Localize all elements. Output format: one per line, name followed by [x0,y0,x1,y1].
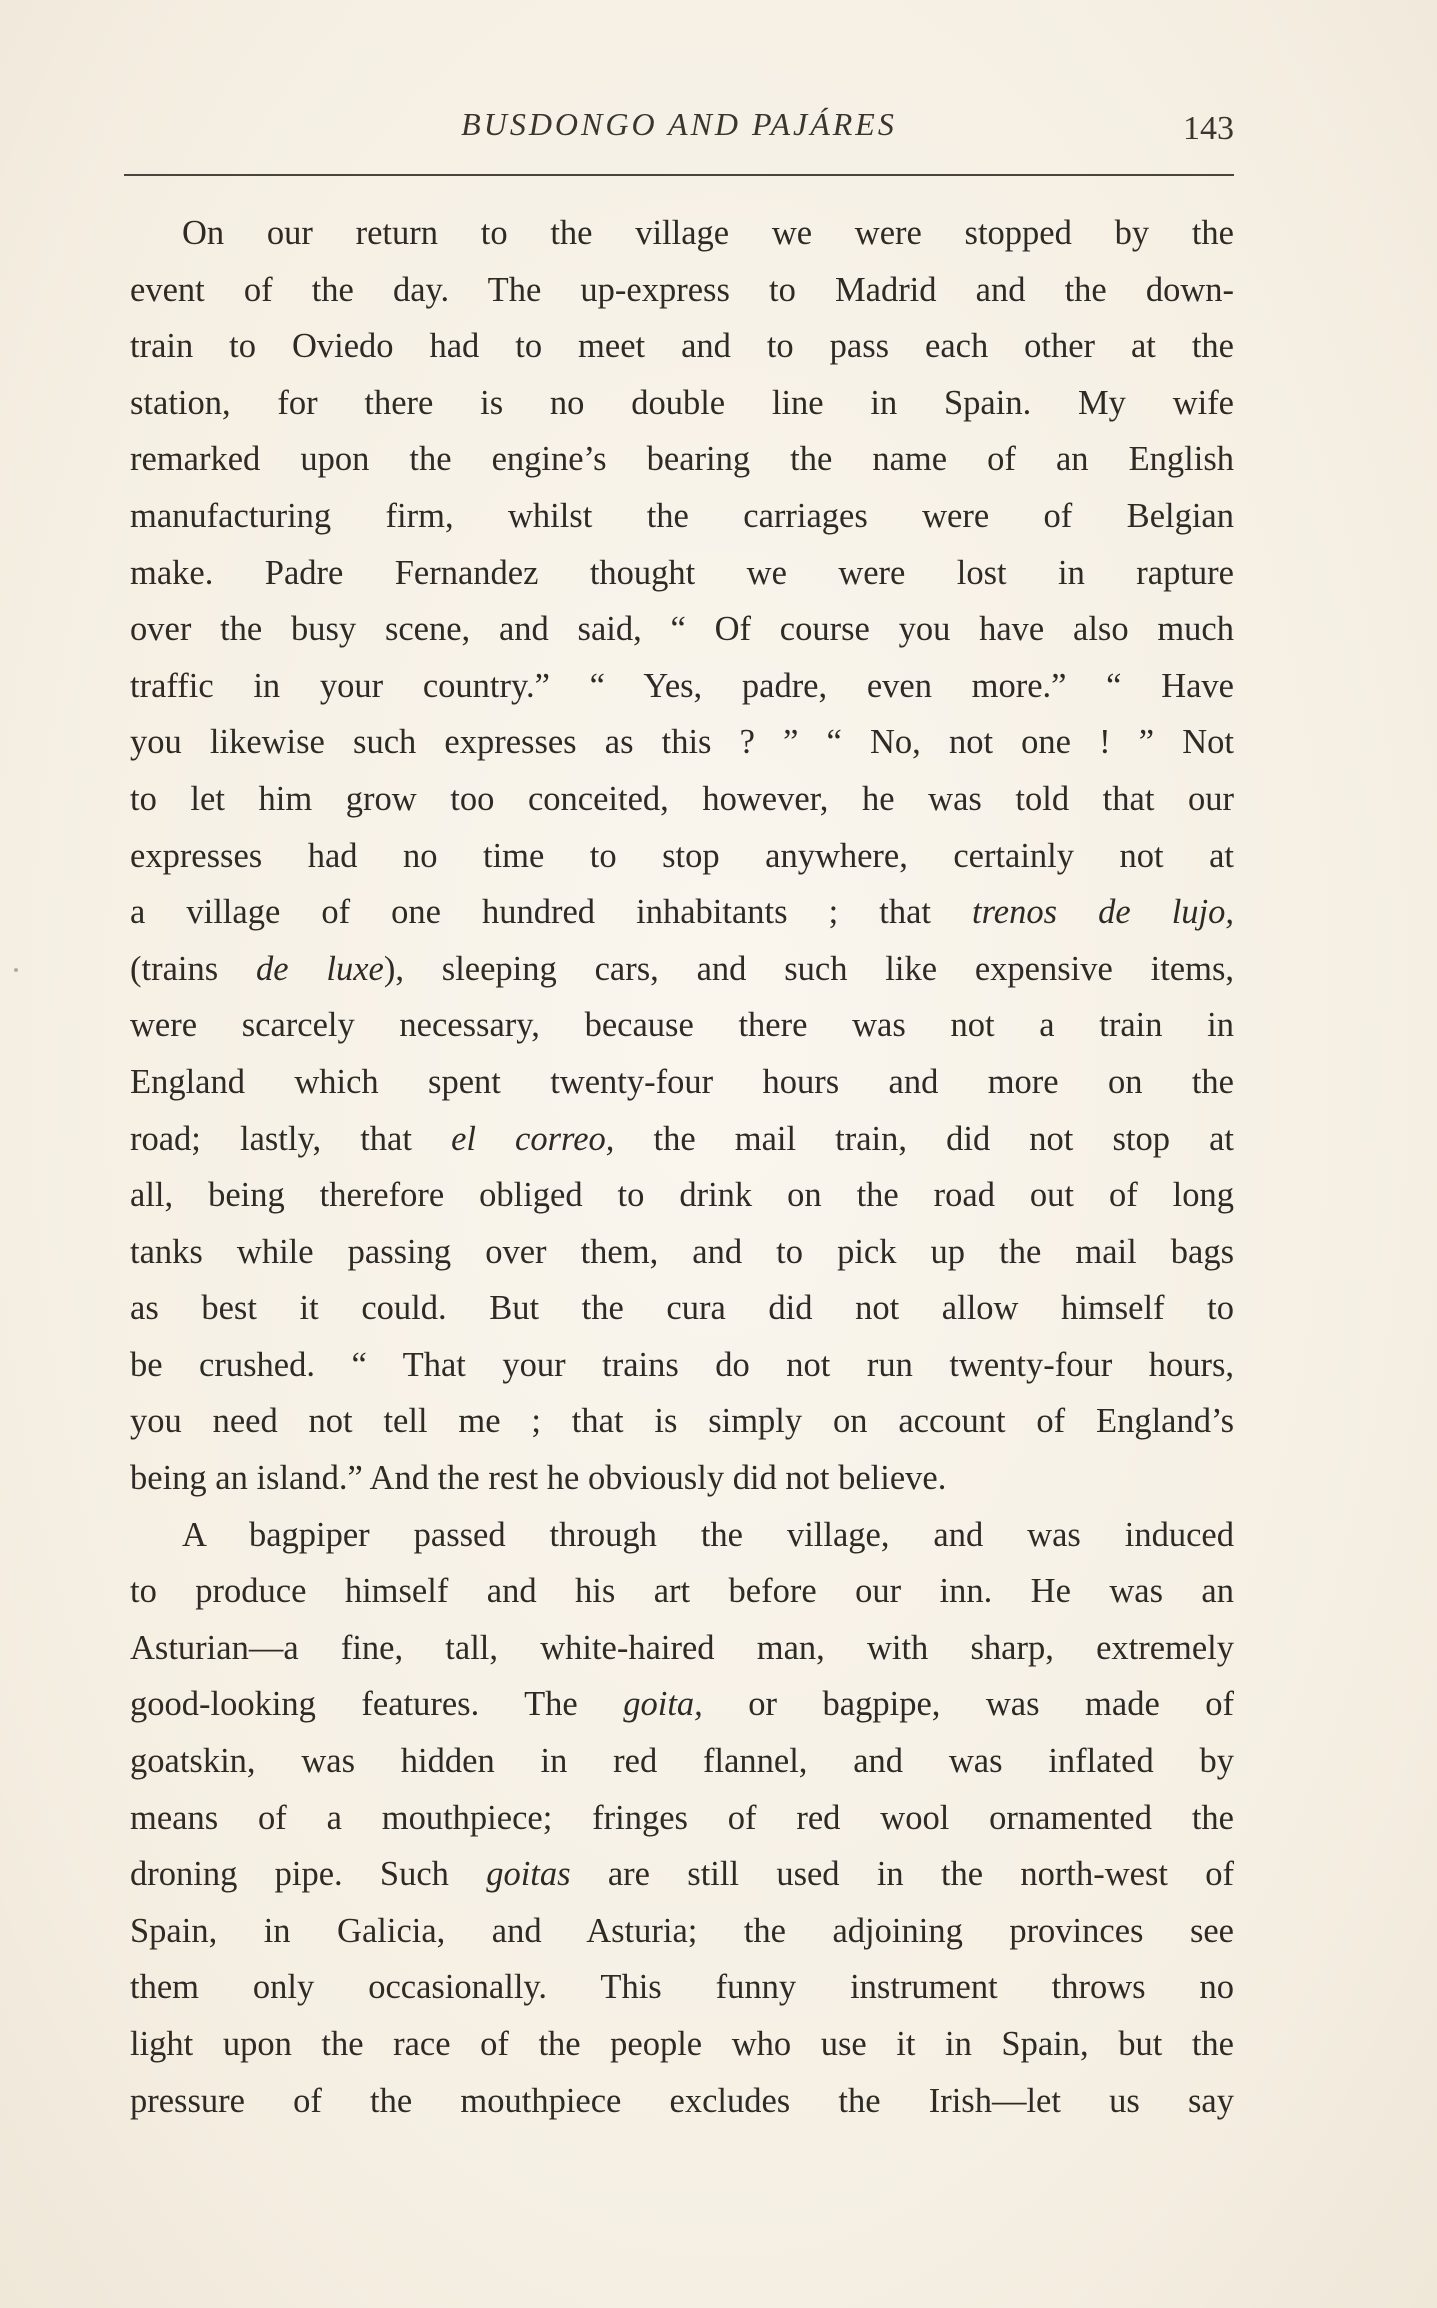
text-line [130,1733,1234,1790]
text-line [130,262,1234,319]
text-line [130,1450,1234,1507]
text-run: the mail train, did not stop at [614,1119,1234,1158]
text-line [130,488,1234,545]
text-run: England which spent twenty-four hours and more on the [130,1062,1234,1101]
text-line [130,828,1234,885]
italic-text: de luxe [255,949,384,988]
text-line [130,2016,1234,2073]
text-run: or bagpipe, was made of [702,1685,1234,1724]
text-line [130,1393,1234,1450]
text-line [130,1280,1234,1337]
header-rule [124,174,1234,176]
text-line [130,2073,1234,2130]
text-line [130,601,1234,658]
text-line [130,431,1234,488]
text-line [130,375,1234,432]
text-line [130,318,1234,375]
text-run: road; lastly, that [130,1119,452,1158]
italic-text: goita, [623,1685,703,1724]
text-line [130,205,1234,262]
text-line [130,1054,1234,1111]
text-line [130,714,1234,771]
text-run: ), sleeping cars, and such like expensive items, [383,949,1234,988]
italic-text: el correo, [451,1119,615,1158]
text-run: droning pipe. Such [130,1855,487,1894]
text-run: are still used in the north-west of [570,1855,1234,1894]
text-run: you likewise such expresses as this ? ” “ No, not one ! ” Not [130,723,1234,762]
text-run: tanks while passing over them, and to pick up the mail bags [130,1232,1234,1271]
text-run: manufacturing firm, whilst the carriages were of Belgian [130,496,1234,535]
text-line [130,1620,1234,1677]
text-run: being an island.” And the rest he obviously did not believe. [130,1459,947,1498]
text-run: traffic in your country.” “ Yes, padre, even more.” “ Have [130,666,1234,705]
page-number: 143 [1183,110,1234,147]
text-line [130,1959,1234,2016]
text-run: A bagpiper passed through the village, and was induced [182,1515,1234,1554]
text-run: pressure of the mouthpiece excludes the Irish—let us say [130,2081,1234,2120]
text-line [130,997,1234,1054]
text-run: over the busy scene, and said, “ Of course you have also much [130,610,1234,649]
text-line [130,1676,1234,1733]
text-run: means of a mouthpiece; fringes of red wool ornamented the [130,1798,1234,1837]
text-line [130,1846,1234,1903]
italic-text: trenos de lujo, [972,893,1235,932]
italic-text: goitas [486,1855,571,1894]
text-line [130,1903,1234,1960]
text-run: make. Padre Fernandez thought we were lost in rapture [130,553,1234,592]
text-run: event of the day. The up-express to Madrid and the down- [130,270,1234,309]
text-line [130,1337,1234,1394]
text-run: all, being therefore obliged to drink on the road out of long [130,1176,1234,1215]
page-header [124,100,1234,170]
text-line [130,545,1234,602]
text-line [130,1111,1234,1168]
text-line [130,1790,1234,1847]
text-line [130,1563,1234,1620]
text-line [130,658,1234,715]
text-run: good-looking features. The [130,1685,624,1724]
text-run: station, for there is no double line in Spain. My wife [130,383,1234,422]
text-run: a village of one hundred inhabitants ; that [130,893,973,932]
text-line [130,884,1234,941]
text-line [130,1167,1234,1224]
text-run: Spain, in Galicia, and Asturia; the adjoining provinces see [130,1911,1234,1950]
text-run: were scarcely necessary, because there was not a train in [130,1006,1234,1045]
text-run: you need not tell me ; that is simply on account of England’s [130,1402,1234,1441]
text-line [130,1224,1234,1281]
text-run: to produce himself and his art before our inn. He was an [130,1572,1234,1611]
running-head: BUSDONGO AND PAJÁRES [461,106,897,142]
text-run: them only occasionally. This funny instrument throws no [130,1968,1234,2007]
body-text [130,205,1234,2129]
text-run: goatskin, was hidden in red flannel, and was inflated by [130,1742,1234,1781]
text-line [130,941,1234,998]
text-run: train to Oviedo had to meet and to pass each other at the [130,327,1234,366]
text-run: expresses had no time to stop anywhere, certainly not at [130,836,1234,875]
text-run: remarked upon the engine’s bearing the name of an English [130,440,1234,479]
text-line [130,771,1234,828]
text-run: On our return to the village we were stopped by the [182,214,1234,252]
text-run: as best it could. But the cura did not allow himself to [130,1289,1234,1328]
text-run: light upon the race of the people who use it in Spain, but the [130,2025,1234,2063]
text-run: be crushed. “ That your trains do not run twenty-four hours, [130,1345,1234,1384]
text-line [130,1507,1234,1564]
paper-speck [14,968,18,972]
text-run: to let him grow too conceited, however, he was told that our [130,779,1234,818]
text-run: (trains [130,949,256,988]
text-run: Asturian—a fine, tall, white-haired man, with sharp, extremely [130,1628,1234,1667]
